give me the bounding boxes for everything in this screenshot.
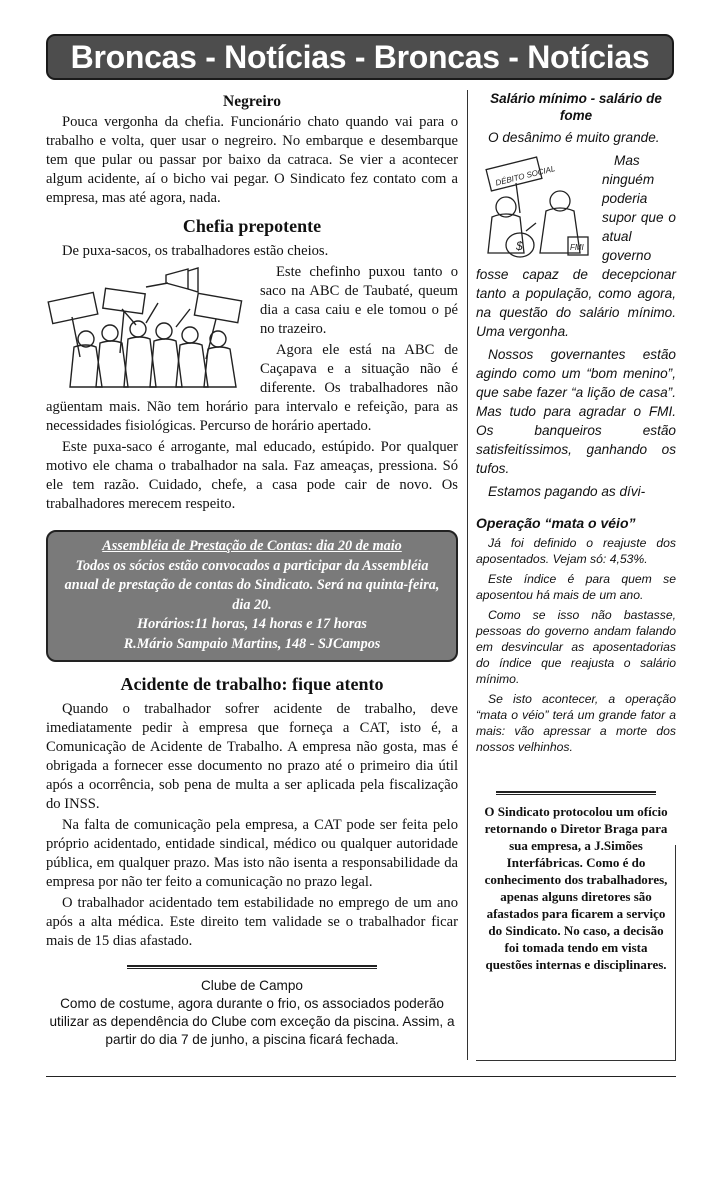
chefia-paragraph-3: Agora ele está na ABC de Caçapava e a situação não é diferente. Os trabalhadores não agüentam mais. Não tem horário para intervalo e refeição, para as necessidades fisiológicas. Percurso de horário apertado.: [46, 342, 458, 434]
chefia-paragraph-4: Este puxa-saco é arrogante, mal educado, estúpido. Por qualquer motivo ele chama o trabalhador na sala. Faz ameaças, pressiona. Só ele tem razão. Cuidado, chefe, a casa pode cair de novo. Os trabalhadores merecem respeito.: [46, 439, 458, 512]
sindicato-note: O Sindicato protocolou um ofício retornando o Diretor Braga para sua empresa, a J.Simões Interfábricas. Como é do conhecimento dos trabalhadores, apenas alguns diretores são afastados para ficarem a serviço do Sindicato. No caso, a decisão foi tomada tendo em vista questões internas e disciplinares.: [484, 804, 668, 972]
acidente-paragraph-2: Na falta de comunicação pela empresa, a CAT pode ser feita pelo próprio acidentado, entidade sindical, médico ou qualquer autoridade pública, em qualquer prazo. Mas isto não isenta a responsabilidade da empresa por não ter feito a comunicação no prazo legal.: [46, 817, 458, 890]
salario-paragraph-3: Nossos governantes estão agindo como um “bom menino”, que sabe fazer “a lição de casa”. Mas tudo para agradar o FMI. Os banqueiros estão satisfeitíssimos, ganhando os tufos.: [476, 347, 676, 476]
operacao-paragraph-2: Este índice é para quem se aposentou há mais de um ano.: [476, 572, 676, 602]
page-bottom-rule: [46, 1076, 676, 1077]
acidente-title: Acidente de trabalho: fique atento: [120, 674, 384, 694]
right-column: [476, 90, 676, 973]
clube-text: Como de costume, agora durante o frio, os associados poderão utilizar as dependência do Clube com exceção da piscina. Assim, a partir do dia 7 de junho, a piscina ficará fechada.: [49, 996, 455, 1047]
left-column: [46, 90, 458, 1049]
clube-title: Clube de Campo: [200, 978, 303, 993]
assembly-hours: Horários:11 horas, 14 horas e 17 horas: [137, 616, 367, 632]
operacao-paragraph-4: Se isto acontecer, a operação “mata o véio” terá um grande fator a mais: vão apressar a morte dos nossos velhinhos.: [476, 692, 676, 754]
salario-paragraph-2-text: Mas ninguém poderia supor que o atual governo fosse capaz de decepcionar tanto a população, como agora, na questão do salário mínimo. Uma vergonha.: [476, 153, 676, 339]
chefia-paragraph-2: Este chefinho puxou tanto o saco na ABC de Taubaté, queum dia a casa caiu e ele tomou o pé no trazeiro.: [260, 264, 458, 337]
salario-paragraph-2: [476, 151, 676, 341]
assembly-address: R.Mário Sampaio Martins, 148 - SJCampos: [123, 635, 381, 652]
clube-notice: [46, 977, 458, 1049]
chefia-paragraph-1: De puxa-sacos, os trabalhadores estão cheios.: [62, 243, 329, 259]
operacao-paragraph-1: Já foi definido o reajuste dos aposentados. Vejam só: 4,53%.: [476, 536, 676, 566]
cartoon-money-label: $: [516, 239, 523, 253]
note-box-bottom-border: [476, 1060, 676, 1061]
cartoon-fmi-label: FMI: [570, 243, 584, 252]
acidente-paragraph-1: Quando o trabalhador sofrer acidente de trabalho, deve imediatamente pedir à empresa que forneça a CAT, isto é, a Comunicação de Acidente de Trabalho. A empresa não gosta, mas é obrigada a fornecer esse documento no prazo até o primeiro dia útil após a ocorrência, sob pena de multa a ser aplicada pela fiscalização do INSS.: [46, 701, 458, 812]
acidente-paragraph-3: O trabalhador acidentado tem estabilidade no emprego de um ano após a alta médica. Este direito tem validade se o trabalhador ficar mais de 15 dias afastado.: [46, 895, 458, 949]
right-divider: [496, 791, 656, 795]
fmi-cartoon: [476, 153, 596, 265]
salario-paragraph-4: Estamos pagando as dívi-: [488, 484, 646, 499]
note-box-right-border: [675, 845, 676, 1060]
protest-cartoon: [46, 267, 252, 391]
salario-paragraph-1: O desânimo é muito grande.: [488, 130, 660, 145]
assembly-notice: [46, 530, 458, 662]
assembly-title: Assembléia de Prestação de Contas: dia 20 de maio: [102, 538, 402, 554]
cartoon-sign-label: DÉBITO SOCIAL: [494, 164, 557, 188]
section-divider: [127, 965, 377, 969]
chefia-title: Chefia prepotente: [182, 216, 322, 236]
page-banner: Broncas - Notícias - Broncas - Notícias: [46, 34, 674, 80]
salario-title: Salário mínimo - salário de fome: [490, 91, 662, 123]
operacao-paragraph-3: Como se isso não bastasse, pessoas do governo andam falando em desvincular as aposentadorias do índice que reajusta o salário mínimo.: [476, 608, 676, 686]
negreiro-paragraph: Pouca vergonha da chefia. Funcionário chato quando vai para o trabalho e volta, quer usar o negreiro. No embarque e desembarque tem que pular ou passar por baixo da catraca. Se vier a acontecer algum acidente, aí o bicho vai pegar. O Sindicato fez contato com a empresa, mas até agora, nada.: [46, 114, 458, 206]
assembly-text: Todos os sócios estão convocados a participar da Assembléia anual de prestação de contas do Sindicato. Será na quinta-feira, dia 20.: [64, 557, 440, 613]
negreiro-title: Negreiro: [223, 93, 281, 110]
column-divider: [467, 90, 468, 1060]
operacao-title: Operação “mata o véio”: [476, 515, 636, 531]
